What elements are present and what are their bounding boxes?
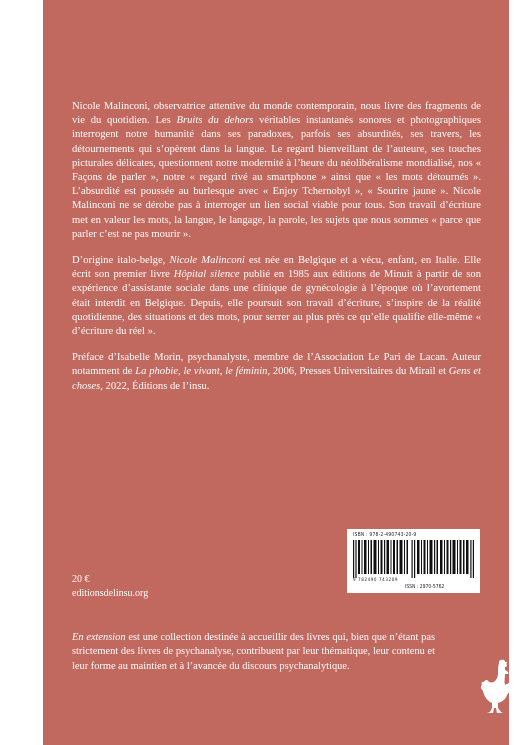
issn-text: ISSN : 2970-5762 — [405, 584, 445, 590]
publisher-website: editionsdelinsu.org — [72, 588, 149, 599]
text-run: Préface d’Isabelle Morin, psychanalyste, membre de l’Association Le Pari de Lacan. Auteur notamment de — [72, 352, 481, 378]
barcode-digits: 9 782490 743209 — [353, 578, 399, 583]
book-title: Hôpital silence — [173, 269, 240, 281]
author-name: Nicole Malinconi — [169, 255, 245, 267]
book-title: Bruits du dehors — [176, 115, 254, 127]
red-panel — [43, 0, 509, 745]
blurb-paragraph-3 — [72, 351, 481, 394]
price: 20 € — [72, 574, 90, 585]
blurb — [72, 100, 481, 406]
barcode-icon — [353, 540, 474, 578]
text-run: , 2022, Éditions de l’insu. — [100, 380, 210, 392]
book-title: La phobie, le vivant, le féminin — [135, 366, 268, 378]
rooster-icon — [477, 658, 515, 716]
text-run: publié en 1985 aux éditions de Minuit à partir de son expérience d’assistante sociale dans une clinique de gynécologie à l’époque où l’avortement était interdit en Belgique. Depuis, elle poursuit son travail d’écriture, s’inspire de la réalité quotidienne, des situations et des mots, pour serrer au plus près ce qu’elle qualifie elle-même « d’écriture du réel ». — [72, 269, 482, 338]
text-run: est une collection destinée à accueillir des livres qui, bien que n’étant pas strictement des livres de psychanalyse, contribuent par leur thématique, leur contenu et leur forme au maintien et à l’avancée du discours psychanalytique. — [72, 632, 435, 672]
blurb-paragraph-2 — [72, 254, 481, 339]
book-title: Gens et choses — [72, 366, 481, 392]
collection-name: En extension — [72, 632, 126, 643]
isbn-text: ISBN : 978-2-490743-20-9 — [353, 532, 417, 538]
text-run: , 2006, Presses Universitaires du Mirail et — [267, 366, 449, 378]
text-run: D’origine italo-belge, — [72, 255, 170, 267]
barcode-label — [347, 529, 480, 593]
text-run: Nicole Malinconi, observatrice attentive du monde contemporain, nous livre des fragments de vie du quotidien. Les — [72, 101, 481, 127]
text-run: véritables instantanés sonores et photographiques interrogent notre humanité dans ses paradoxes, parfois ses absurdités, ses travers, les détournements qui s’opèrent dans la langue. Le regard bienveillant de l’auteure, ses touches picturales délicates, questionnent notre modernité à l’heure du néolibéralisme mondialisé, nos « Façons de parler », notre « regard rivé au smartphone » ainsi que « les mots détournés ». L’absurdité est poussée au burlesque avec « Enjoy Tchernobyl », « Sourire jaune ». Nicole Malinconi ne se dérobe pas à interroger un lien social viable pour tous. Son travail d’écriture met en valeur les mots, la langue, le langage, la parole, les sujets que nous sommes « parce que parler c’est ne pas mourir ». — [72, 115, 481, 240]
text-run: est née en Belgique et a vécu, enfant, en Italie. Elle écrit son premier livre — [72, 255, 481, 281]
collection-description — [72, 631, 435, 674]
blurb-paragraph-1 — [72, 100, 481, 242]
